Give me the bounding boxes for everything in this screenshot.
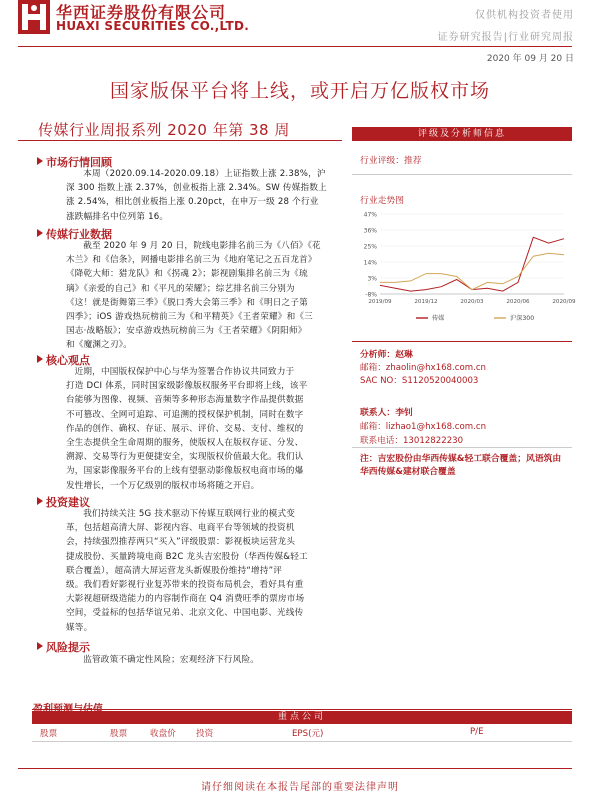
text-line: 截至 2020 年 9 月 20 日，院线电影排名前三为《八佰》《花 xyxy=(83,241,321,251)
section-heading-market: 市场行情回顾 xyxy=(37,154,112,170)
analyst-name: 分析师：赵琳 xyxy=(360,350,413,360)
y-tick-label: 3% xyxy=(367,275,377,283)
text-line: 级。我们看好影视行业复苏带来的投资布局机会，看好具有重 xyxy=(66,580,304,591)
analyst-rule xyxy=(352,341,572,342)
triangle-bullet-icon xyxy=(37,355,43,363)
text-line: 木兰》和《信条》，网播电影排名前三为《地府笔记之五百龙首》 xyxy=(66,255,317,266)
report-title: 国家版保平台将上线，或开启万亿版权市场 xyxy=(109,80,490,102)
text-line: 会，持续强烈推荐两只“买入”评级股票：影视板块运营龙头 xyxy=(66,537,296,548)
table-header-rating: 投资 xyxy=(196,729,214,739)
text-line: 不可篡改、全网可追踪、可追溯的授权保护机制，同时在数字 xyxy=(66,409,304,420)
legal-footer: 请仔细阅读在本报告尾部的重要法律声明 xyxy=(201,782,399,793)
table-header-rule xyxy=(32,741,572,742)
table-header-pe: P/E xyxy=(470,727,484,737)
text-line: 深 300 指数上涨 2.37%，创业板指上涨 2.34%。SW 传媒指数上 xyxy=(66,183,327,194)
text-line: 大影视超研级造能力的内容制作商在 Q4 消费旺季的票房市场 xyxy=(66,594,305,605)
industry-rating: 行业评级：推荐 xyxy=(360,156,422,166)
section-heading-risk: 风险提示 xyxy=(37,639,90,655)
section-heading-core: 核心观点 xyxy=(37,352,90,368)
text-line: 监管政策不确定性风险；宏观经济下行风险。 xyxy=(83,655,260,665)
text-line: 和《魔渊之刃》。 xyxy=(66,340,133,351)
text-line: 我们持续关注 5G 技术驱动下传媒互联网行业的模式变 xyxy=(83,509,296,519)
trend-chart xyxy=(354,208,576,332)
investment-advice-text xyxy=(66,507,338,635)
triangle-bullet-icon xyxy=(37,229,43,237)
triangle-bullet-icon xyxy=(37,642,43,650)
text-line: 台能够为图像、视频、音频等多种形态海量数字作品提供数据 xyxy=(66,395,304,406)
series-line-1 xyxy=(380,253,564,289)
x-tick-label: 2019/09 xyxy=(368,299,392,305)
text-line: 革，包括超高清大屏、影视内容、电商平台等领域的投资机 xyxy=(66,523,295,534)
footer-rule xyxy=(18,768,572,769)
text-line: 四季》；iOS 游戏热玩榜前三为《和平精英》《王者荣耀》和《三 xyxy=(66,312,313,323)
text-line: 媒等。 xyxy=(66,622,93,633)
coverage-note: 注：吉宏股份由华西传媒&轻工联合覆盖；风语筑由华西传媒&建材联合覆盖 xyxy=(360,454,562,477)
section-heading-data: 传媒行业数据 xyxy=(37,226,112,242)
text-line: 作品的创作、确权、存证、展示、评价、交易、支付、维权的 xyxy=(66,423,304,434)
contact-name: 联系人：李钊 xyxy=(360,408,413,418)
section-heading-invest: 投资建议 xyxy=(37,494,90,510)
y-tick-label: 47% xyxy=(363,211,377,219)
market-review-text xyxy=(66,167,338,224)
rating-band: 评级及分析师信息 xyxy=(352,127,572,141)
audience-tag: 仅供机构投资者使用 xyxy=(475,10,574,21)
x-tick-label: 2020/03 xyxy=(460,299,484,305)
table-header-stock-name: 股票 xyxy=(110,729,128,739)
y-tick-label: 36% xyxy=(363,227,377,235)
company-name-cn: 华西证券股份有限公司 xyxy=(56,3,227,22)
text-line: 近期，中国版权保护中心与华为签署合作协议共同致力于 xyxy=(74,367,295,377)
text-line: 涨跌幅排名中位列第 16。 xyxy=(66,211,169,222)
y-tick-label: 25% xyxy=(363,243,377,251)
company-logo xyxy=(18,0,50,34)
company-name-en: HUAXI SECURITIES CO.,LTD. xyxy=(56,19,250,33)
table-header-stock-code: 股票 xyxy=(40,729,58,739)
industry-data-text xyxy=(66,239,338,353)
text-line: 国志·战略版》；安卓游戏热玩榜前三为《王者荣耀》《阴阳师》 xyxy=(66,326,307,337)
trend-chart-label: 行业走势图 xyxy=(360,196,404,206)
text-line: 溯源、交易等行为更便捷安全，实现版权价值最大化。我们认 xyxy=(66,452,304,463)
legend-label: 传媒 xyxy=(432,315,445,322)
y-tick-label: -8% xyxy=(365,291,377,299)
report-subtitle: 传媒行业周报系列 2020 年第 38 周 xyxy=(38,121,290,139)
text-line: 为，国家影像服务平台的上线有望驱动影像版权电商市场的爆 xyxy=(66,466,304,477)
legend-label: 沪深300 xyxy=(510,315,535,322)
text-line: 空间，受益标的包括华谊兄弟、北京文化、中国电影、光线传 xyxy=(66,608,304,619)
text-line: 涨 2.54%，相比创业板指上涨 0.20pct，在申万一级 28 个行业 xyxy=(66,197,319,208)
y-tick-label: 14% xyxy=(363,259,377,267)
text-line: 发性增长，一个万亿级别的版权市场将随之开启。 xyxy=(66,480,260,491)
core-view-text xyxy=(66,365,338,493)
report-date: 2020 年 09 月 20 日 xyxy=(486,54,574,64)
text-line: 联合覆盖），超高清大屏运营龙头新媒股份维持“增持”评 xyxy=(66,565,283,576)
rating-divider xyxy=(352,174,572,175)
text-line: 捷成股份、买量跨境电商 B2C 龙头吉宏股份（华西传媒&轻工 xyxy=(66,551,308,562)
trend-chart-svg xyxy=(354,208,576,332)
analyst-email[interactable]: 邮箱：zhaolin@hx168.com.cn xyxy=(360,363,487,373)
note-rule xyxy=(352,447,572,448)
table-top-rule xyxy=(32,709,572,710)
triangle-bullet-icon xyxy=(37,157,43,165)
triangle-bullet-icon xyxy=(37,497,43,505)
table-header-eps: EPS(元) xyxy=(292,729,324,739)
header-rule xyxy=(18,46,572,47)
series-line-0 xyxy=(380,237,564,291)
text-line: 全生态提供全生命周期的服务，使版权人在版权存证、分发、 xyxy=(66,438,304,449)
key-companies-band: 重点公司 xyxy=(32,711,572,724)
report-type: 证券研究报告|行业研究周报 xyxy=(437,32,574,43)
text-line: 打造 DCI 体系，同时国家级影像版权服务平台即将上线，该平 xyxy=(66,381,308,392)
text-line: 《这！就是街舞第三季》《脱口秀大会第三季》和《明日之子第 xyxy=(66,297,308,308)
subtitle-rule xyxy=(18,140,342,141)
text-line: 《降乾大师：猎龙队》和《拐魂 2》；影视剧集排名前三为《琉 xyxy=(66,269,308,280)
x-tick-label: 2020/09 xyxy=(552,299,576,305)
x-tick-label: 2019/12 xyxy=(414,299,438,305)
table-header-close-price: 收盘价 xyxy=(150,729,176,739)
text-line: 本周（2020.09.14-2020.09.18）上证指数上涨 2.38%，沪 xyxy=(83,169,326,179)
contact-email[interactable]: 邮箱：lizhao1@hx168.com.cn xyxy=(360,422,487,432)
x-tick-label: 2020/06 xyxy=(506,299,530,305)
analyst-sac: SAC NO：S1120520040003 xyxy=(360,376,479,386)
text-line: 璃》《亲爱的自己》和《平凡的荣耀》；综艺排名前三分别为 xyxy=(66,283,295,294)
contact-phone: 联系电话：13012822230 xyxy=(360,436,464,446)
risk-text xyxy=(66,653,338,667)
